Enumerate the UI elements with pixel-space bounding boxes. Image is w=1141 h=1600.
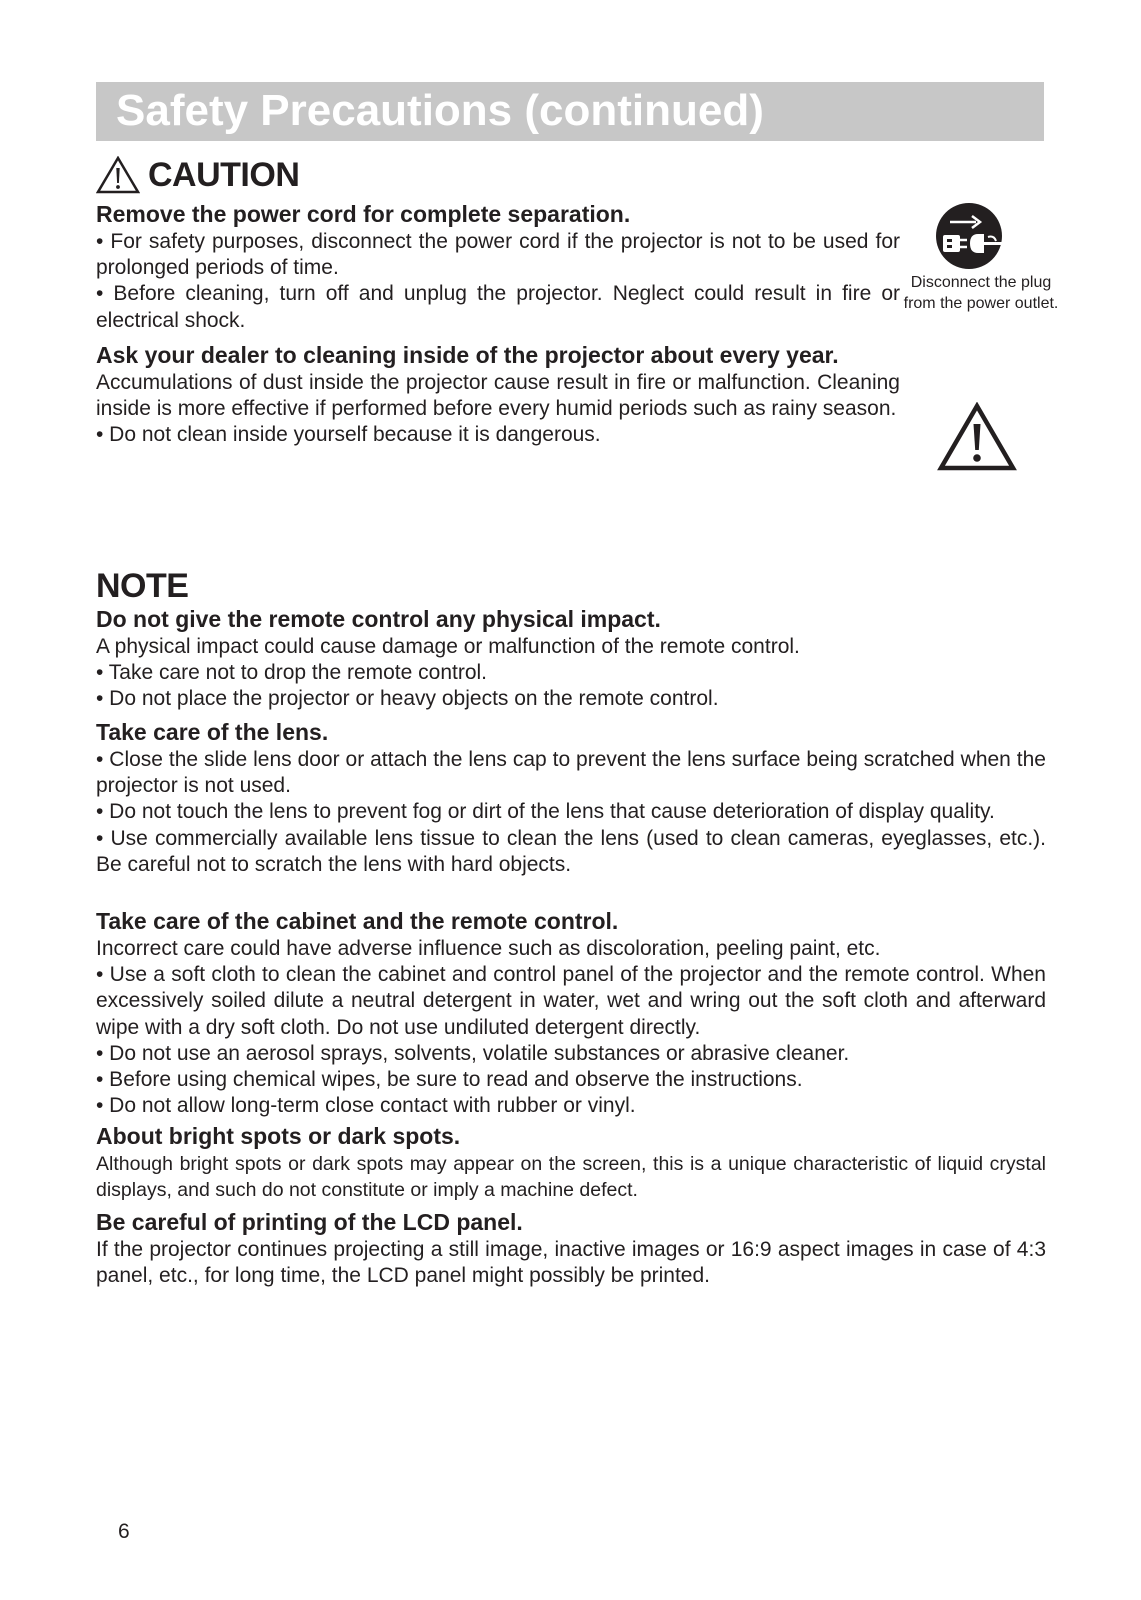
warning-triangle-icon	[937, 402, 1017, 472]
paragraph: Accumulations of dust inside the projector cause result in fire or malfunction. Cleaning inside is more effective if performed before every humid periods such as rainy season.	[96, 371, 900, 421]
note-heading: NOTE	[96, 567, 189, 605]
paragraph: • Use a soft cloth to clean the cabinet and control panel of the projector and the remote control. When excessively soiled dilute a neutral detergent in water, wet and wring out the soft cloth and afterward wipe with a dry soft cloth. Do not use undiluted detergent directly.	[96, 963, 1046, 1039]
paragraph: • Before using chemical wipes, be sure to read and observe the instructions.	[96, 1068, 803, 1092]
section-heading: Do not give the remote control any physical impact.	[96, 606, 661, 632]
paragraph: If the projector continues projecting a still image, inactive images or 16:9 aspect images in case of 4:3 panel, etc., for long time, the LCD panel might possibly be printed.	[96, 1238, 1046, 1288]
paragraph: • Do not place the projector or heavy objects on the remote control.	[96, 687, 719, 711]
paragraph: • Use commercially available lens tissue to clean the lens (used to clean cameras, eyeglasses, etc.). Be careful not to scratch the lens with hard objects.	[96, 826, 1046, 876]
note-section	[96, 1208, 1046, 1289]
paragraph: • Do not use an aerosol sprays, solvents, volatile substances or abrasive cleaner.	[96, 1041, 850, 1065]
title-bar	[96, 82, 1044, 141]
paragraph: A physical impact could cause damage or malfunction of the remote control.	[96, 635, 800, 658]
caution-section	[96, 200, 900, 334]
section-heading: Take care of the lens.	[96, 719, 329, 745]
paragraph: • Before cleaning, turn off and unplug the projector. Neglect could result in fire or electrical shock.	[96, 282, 900, 332]
page-number: 6	[118, 1520, 130, 1543]
paragraph: Although bright spots or dark spots may appear on the screen, this is a unique characteristic of liquid crystal displays, and such do not constitute or imply a machine defect.	[96, 1153, 1046, 1202]
caution-heading	[96, 154, 299, 196]
paragraph: • Take care not to drop the remote control.	[96, 661, 488, 685]
section-heading: Take care of the cabinet and the remote control.	[96, 908, 619, 934]
page-title: Safety Precautions (continued)	[116, 86, 764, 135]
paragraph: Incorrect care could have adverse influence such as discoloration, peeling paint, etc.	[96, 937, 881, 960]
warning-triangle-icon	[96, 156, 140, 194]
paragraph: • Do not allow long-term close contact with rubber or vinyl.	[96, 1094, 636, 1118]
section-heading: Be careful of printing of the LCD panel.	[96, 1209, 523, 1235]
unplug-icon	[934, 201, 1004, 271]
paragraph: • Close the slide lens door or attach the lens cap to prevent the lens surface being scratched when the projector is not used.	[96, 748, 1046, 798]
paragraph: • For safety purposes, disconnect the power cord if the projector is not to be used for prolonged periods of time.	[96, 230, 900, 280]
caution-label: CAUTION	[148, 155, 300, 194]
section-heading: About bright spots or dark spots.	[96, 1123, 461, 1149]
note-section	[96, 718, 1046, 878]
note-section	[96, 907, 1046, 1119]
section-heading: Ask your dealer to cleaning inside of the projector about every year.	[96, 342, 839, 368]
paragraph: • Do not clean inside yourself because it is dangerous.	[96, 423, 601, 447]
unplug-caption: Disconnect the plug from the power outlet.	[903, 274, 1059, 312]
note-section	[96, 605, 1046, 713]
caution-section	[96, 341, 900, 449]
note-section	[96, 1122, 1046, 1203]
section-heading: Remove the power cord for complete separation.	[96, 201, 631, 227]
paragraph: • Do not touch the lens to prevent fog or dirt of the lens that cause deterioration of display quality.	[96, 800, 995, 824]
